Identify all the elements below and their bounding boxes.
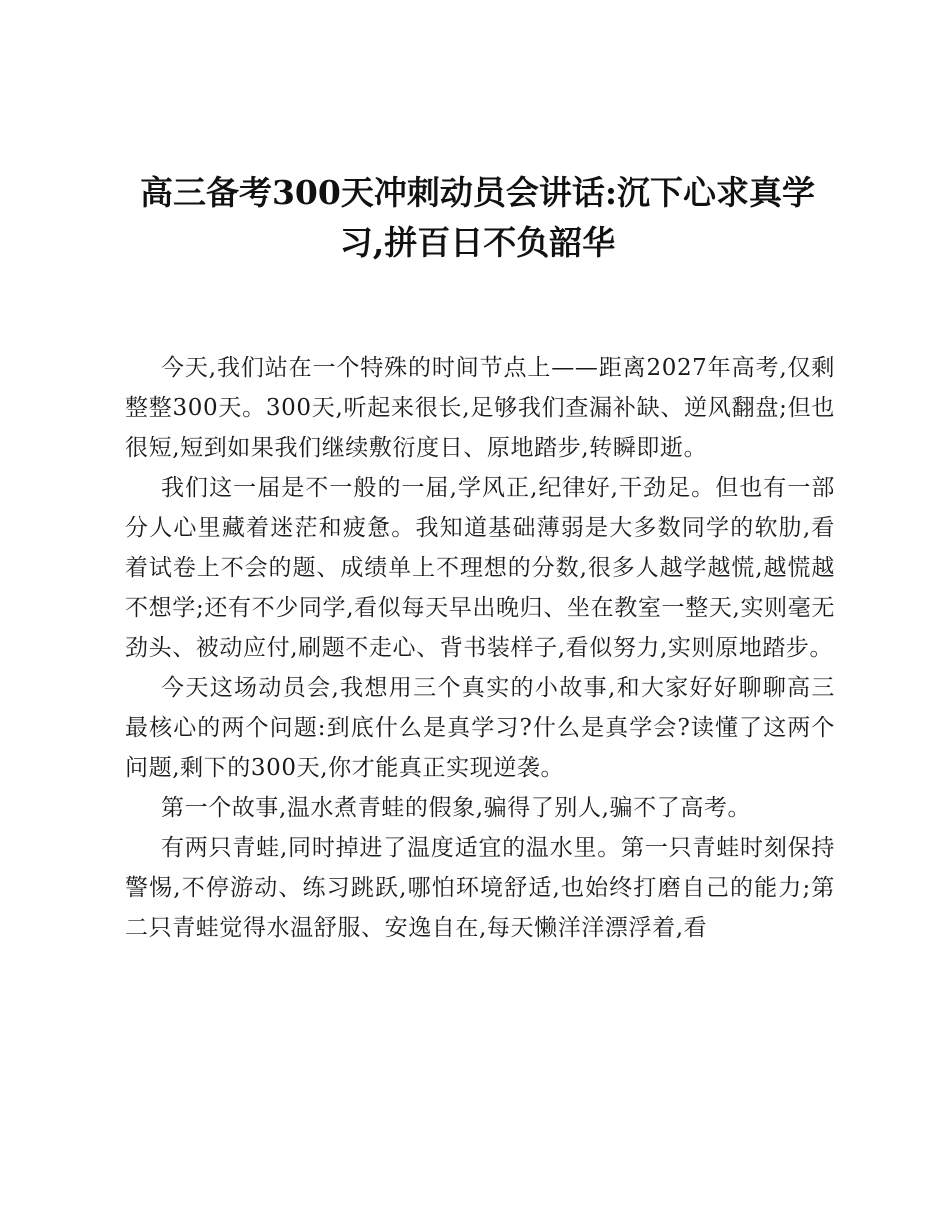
paragraph: 今天这场动员会,我想用三个真实的小故事,和大家好好聊聊高三最核心的两个问题:到底什么是真学习?什么是真学会?读懂了这两个问题,剩下的300天,你才能真正实现逆袭。 <box>125 675 835 781</box>
document-body <box>125 348 835 948</box>
paragraph: 第一个故事,温水煮青蛙的假象,骗得了别人,骗不了高考。 <box>161 795 752 821</box>
paragraph: 有两只青蛙,同时掉进了温度适宜的温水里。第一只青蛙时刻保持警惕,不停游动、练习跳跃,哪怕环境舒适,也始终打磨自己的能力;第二只青蛙觉得水温舒服、安逸自在,每天懒洋洋漂浮着,看 <box>125 835 835 941</box>
document-title: 高三备考300天冲刺动员会讲话:沉下心求真学习,拼百日不负韶华 <box>139 173 816 262</box>
paragraph: 今天,我们站在一个特殊的时间节点上——距离2027年高考,仅剩整整300天。300天,听起来很长,足够我们查漏补缺、逆风翻盘;但也很短,短到如果我们继续敷衍度日、原地踏步,转瞬即逝。 <box>125 355 835 461</box>
paragraph: 我们这一届是不一般的一届,学风正,纪律好,干劲足。但也有一部分人心里藏着迷茫和疲惫。我知道基础薄弱是大多数同学的软肋,看着试卷上不会的题、成绩单上不理想的分数,很多人越学越慌,越慌越不想学;还有不少同学,看似每天早出晚归、坐在教室一整天,实则毫无劲头、被动应付,刷题不走心、背书装样子,看似努力,实则原地踏步。 <box>125 475 835 661</box>
